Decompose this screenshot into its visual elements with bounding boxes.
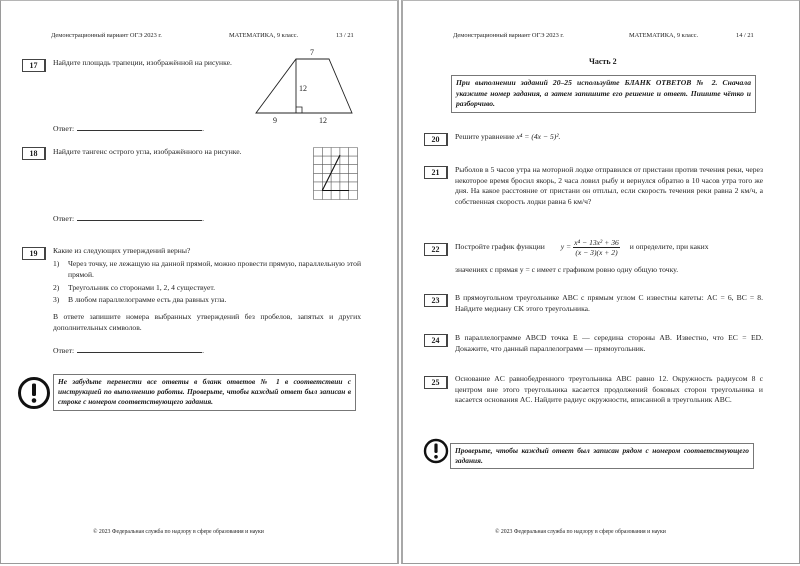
task-22-text-before: Постройте график функции: [455, 242, 545, 251]
task-19-option-1: [53, 259, 361, 281]
task-24-text: В параллелограмме ABCD точка E — середина стороны AB. Известно, что EC = ED. Докажите, что данный параллелограмм — прямоугольник.: [455, 333, 763, 353]
footer-copyright: © 2023 Федеральная служба по надзору в сфере образования и науки: [495, 529, 666, 535]
task-20-text-label: Решите уравнение: [455, 132, 515, 141]
task-19-option-2: [53, 283, 361, 294]
task-22-number: 22: [424, 243, 448, 256]
answer-label: Ответ:: [53, 214, 75, 223]
header-variant: Демонстрационный вариант ОГЭ 2023 г.: [51, 32, 162, 39]
option-text: Через точку, не лежащую на данной прямой, можно провести прямую, параллельную этой прямой.: [68, 259, 362, 279]
header-subject: МАТЕМАТИКА, 9 класс.: [629, 32, 699, 39]
svg-text:9: 9: [273, 116, 277, 125]
right-note-box: Проверьте, чтобы каждый ответ был записан рядом с номером соответствующего задания.: [450, 443, 754, 469]
svg-text:12: 12: [299, 84, 307, 93]
option-number: 3): [53, 295, 60, 304]
task-19-instruction: В ответе запишите номера выбранных утверждений без пробелов, запятых и других дополнительных символов.: [53, 312, 361, 332]
task-18-answer: Ответ: .: [53, 214, 205, 223]
task-22-text-after: и определите, при каких: [629, 242, 709, 251]
task-24-number: 24: [424, 334, 448, 347]
task-20-number: 20: [424, 133, 448, 146]
footer-copyright: © 2023 Федеральная служба по надзору в сфере образования и науки: [93, 529, 264, 535]
fraction-numerator: x⁴ − 13x² + 36: [574, 237, 619, 247]
task-22-text: [455, 235, 763, 259]
task-20-text: [455, 132, 755, 143]
task-18-number: 18: [22, 147, 46, 160]
task-17-answer: Ответ: .: [53, 124, 205, 133]
part-title: Часть 2: [589, 57, 617, 66]
header-subject: МАТЕМАТИКА, 9 класс.: [229, 32, 299, 39]
task-25-number: 25: [424, 376, 448, 389]
task-17-text: Найдите площадь трапеции, изображённой на рисунке.: [53, 58, 232, 67]
grid-angle-figure: [313, 147, 359, 200]
option-number: 2): [53, 283, 60, 292]
option-text: В любом параллелограмме есть два равных угла.: [68, 295, 227, 304]
task-21-text: Рыболов в 5 часов утра на моторной лодке отправился от пристани против течения реки, через некоторое время бросил якорь, 2 часа ловил рыбу и вернулся обратно в 10 часов утра того же дня. На какое расстояние от пристани он отплыл, если скорость течения реки равна 2 км/ч, а собственная скорость лодки равна 6 км/ч?: [455, 165, 763, 206]
exclamation-circle-icon: [423, 438, 449, 464]
header-page-number: 14 / 21: [736, 32, 754, 39]
task-21-number: 21: [424, 166, 448, 179]
task-22-text-line2: значениях c прямая y = c имеет с графиком ровно одну общую точку.: [455, 265, 679, 274]
option-text: Треугольник со сторонами 1, 2, 4 существует.: [68, 283, 216, 292]
fraction-denominator: (x − 3)(x + 2): [575, 247, 618, 257]
task-25-text: Основание AC равнобедренного треугольника ABC равно 12. Окружность радиусом 8 с центром вне этого треугольника касается продолжений боковых сторон треугольника и касается основания AC. Найдите радиус окружности, вписанной в треугольник ABC.: [455, 374, 763, 405]
answer-label: Ответ:: [53, 346, 75, 355]
task-19-answer: Ответ: .: [53, 346, 205, 355]
exclamation-circle-icon: [17, 376, 51, 410]
task-19-answer-line[interactable]: [77, 345, 202, 353]
task-19-text: Какие из следующих утверждений верны?: [53, 246, 191, 255]
left-note-box: Не забудьте перенести все ответы в бланк ответов № 1 в соответствии с инструкцией по выполнению работы. Проверьте, чтобы каждый ответ был записан в строке с номером соответствующего задания.: [53, 374, 356, 411]
svg-text:12: 12: [319, 116, 327, 125]
task-20-equation: x⁴ = (4x − 5)².: [516, 132, 561, 141]
header-variant: Демонстрационный вариант ОГЭ 2023 г.: [453, 32, 564, 39]
svg-text:7: 7: [310, 48, 314, 57]
task-22-fn-lhs: y =: [560, 242, 572, 251]
header-page-number: 13 / 21: [336, 32, 354, 39]
page-13: [0, 0, 399, 564]
task-23-number: 23: [424, 294, 448, 307]
task-23-text: В прямоугольном треугольнике ABC с прямым углом C известны катеты: AC = 6, BC = 8. Найдите медиану CK этого треугольника.: [455, 293, 763, 313]
task-18-text: Найдите тангенс острого угла, изображённого на рисунке.: [53, 147, 242, 156]
option-number: 1): [53, 259, 60, 268]
task-19-option-3: [53, 295, 361, 306]
task-17-answer-line[interactable]: [77, 123, 202, 131]
trapezoid-figure: [251, 45, 361, 127]
task-22-fraction: [573, 238, 620, 257]
answer-label: Ответ:: [53, 124, 75, 133]
part-2-instructions-box: При выполнении заданий 20–25 используйте БЛАНК ОТВЕТОВ № 2. Сначала укажите номер задания, а затем запишите его решение и ответ. Пишите чётко и разборчиво.: [451, 75, 756, 113]
task-17-number: 17: [22, 59, 46, 72]
page-14: [401, 0, 800, 564]
task-19-number: 19: [22, 247, 46, 260]
task-18-answer-line[interactable]: [77, 213, 202, 221]
